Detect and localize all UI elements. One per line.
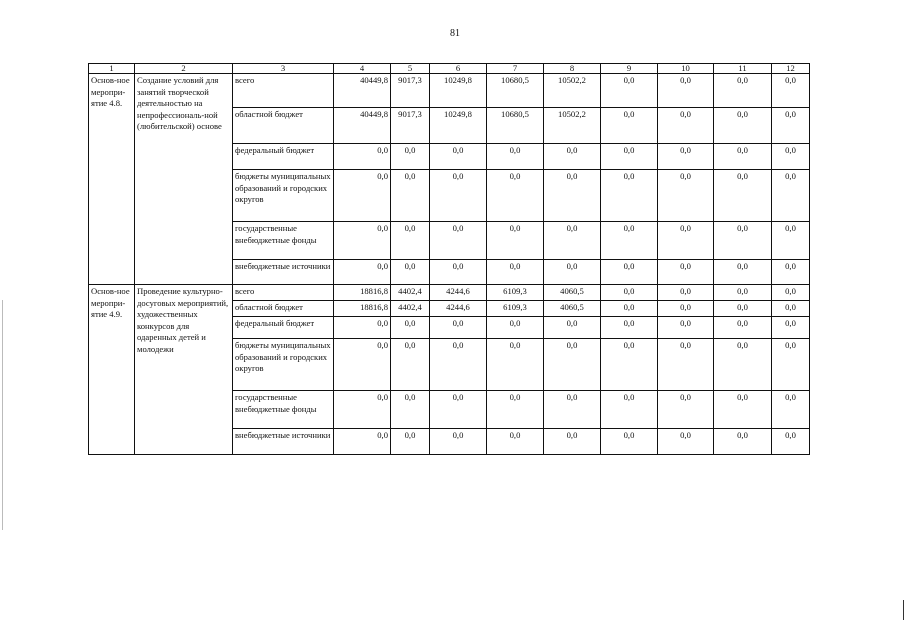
amount-cell: 0,0 <box>658 170 714 222</box>
amount-cell: 0,0 <box>487 317 544 339</box>
amount-cell: 0,0 <box>391 391 430 429</box>
amount-cell: 0,0 <box>772 170 810 222</box>
activity-code: Основ-ное меропри-ятие 4.9. <box>89 285 135 455</box>
amount-cell: 0,0 <box>658 317 714 339</box>
amount-cell: 0,0 <box>544 260 601 285</box>
column-header: 1 <box>89 64 135 74</box>
amount-cell: 4402,4 <box>391 301 430 317</box>
amount-cell: 0,0 <box>772 260 810 285</box>
column-header: 9 <box>601 64 658 74</box>
amount-cell: 0,0 <box>544 222 601 260</box>
activity-code: Основ-ное меропри-ятие 4.8. <box>89 74 135 285</box>
amount-cell: 0,0 <box>658 108 714 144</box>
amount-cell: 0,0 <box>772 285 810 301</box>
funding-source: внебюджетные источники <box>233 429 334 455</box>
amount-cell: 0,0 <box>772 74 810 108</box>
column-header: 7 <box>487 64 544 74</box>
column-number-row <box>89 64 810 74</box>
amount-cell: 0,0 <box>601 170 658 222</box>
amount-cell: 0,0 <box>714 260 772 285</box>
amount-cell: 0,0 <box>430 222 487 260</box>
amount-cell: 0,0 <box>334 391 391 429</box>
amount-cell: 0,0 <box>544 144 601 170</box>
amount-cell: 0,0 <box>658 144 714 170</box>
amount-cell: 0,0 <box>430 170 487 222</box>
amount-cell: 0,0 <box>430 339 487 391</box>
funding-source: внебюджетные источники <box>233 260 334 285</box>
funding-source: всего <box>233 285 334 301</box>
amount-cell: 0,0 <box>601 285 658 301</box>
amount-cell: 10249,8 <box>430 108 487 144</box>
amount-cell: 10680,5 <box>487 108 544 144</box>
amount-cell: 0,0 <box>772 317 810 339</box>
amount-cell: 0,0 <box>544 317 601 339</box>
amount-cell: 0,0 <box>714 317 772 339</box>
amount-cell: 0,0 <box>487 339 544 391</box>
amount-cell: 0,0 <box>391 339 430 391</box>
funding-source: всего <box>233 74 334 108</box>
amount-cell: 0,0 <box>334 222 391 260</box>
amount-cell: 0,0 <box>430 260 487 285</box>
amount-cell: 0,0 <box>487 222 544 260</box>
amount-cell: 0,0 <box>430 429 487 455</box>
column-header: 5 <box>391 64 430 74</box>
funding-source: областной бюджет <box>233 301 334 317</box>
amount-cell: 0,0 <box>772 391 810 429</box>
amount-cell: 0,0 <box>658 391 714 429</box>
column-header: 10 <box>658 64 714 74</box>
amount-cell: 10680,5 <box>487 74 544 108</box>
activity-name: Проведение культурно-досуговых мероприятий, художественных конкурсов для одаренных детей и молодежи <box>135 285 233 455</box>
activity-name: Создание условий для занятий творческой деятельностью на непрофессиональ-ной (любительской) основе <box>135 74 233 285</box>
amount-cell: 0,0 <box>714 301 772 317</box>
amount-cell: 0,0 <box>391 144 430 170</box>
amount-cell: 0,0 <box>544 429 601 455</box>
amount-cell: 0,0 <box>391 429 430 455</box>
column-header: 4 <box>334 64 391 74</box>
amount-cell: 0,0 <box>391 260 430 285</box>
amount-cell: 0,0 <box>601 74 658 108</box>
amount-cell: 0,0 <box>772 429 810 455</box>
amount-cell: 9017,3 <box>391 74 430 108</box>
amount-cell: 0,0 <box>658 339 714 391</box>
amount-cell: 18816,8 <box>334 301 391 317</box>
amount-cell: 0,0 <box>658 285 714 301</box>
amount-cell: 0,0 <box>334 339 391 391</box>
amount-cell: 4244,6 <box>430 285 487 301</box>
funding-source: государственные внебюджетные фонды <box>233 391 334 429</box>
amount-cell: 0,0 <box>334 170 391 222</box>
amount-cell: 0,0 <box>430 144 487 170</box>
amount-cell: 0,0 <box>391 222 430 260</box>
amount-cell: 0,0 <box>487 144 544 170</box>
amount-cell: 0,0 <box>334 144 391 170</box>
amount-cell: 0,0 <box>714 429 772 455</box>
amount-cell: 0,0 <box>601 391 658 429</box>
amount-cell: 0,0 <box>714 285 772 301</box>
amount-cell: 0,0 <box>658 429 714 455</box>
funding-source: государственные внебюджетные фонды <box>233 222 334 260</box>
amount-cell: 0,0 <box>430 317 487 339</box>
amount-cell: 0,0 <box>658 222 714 260</box>
amount-cell: 0,0 <box>334 317 391 339</box>
amount-cell: 0,0 <box>658 74 714 108</box>
amount-cell: 40449,8 <box>334 74 391 108</box>
funding-source: бюджеты муниципальных образований и городских округов <box>233 170 334 222</box>
amount-cell: 4060,5 <box>544 301 601 317</box>
amount-cell: 0,0 <box>487 391 544 429</box>
amount-cell: 0,0 <box>544 170 601 222</box>
amount-cell: 0,0 <box>601 144 658 170</box>
scan-artifact <box>903 600 904 620</box>
amount-cell: 4060,5 <box>544 285 601 301</box>
amount-cell: 0,0 <box>601 317 658 339</box>
amount-cell: 0,0 <box>772 301 810 317</box>
amount-cell: 0,0 <box>714 339 772 391</box>
amount-cell: 18816,8 <box>334 285 391 301</box>
amount-cell: 0,0 <box>334 429 391 455</box>
amount-cell: 0,0 <box>544 391 601 429</box>
amount-cell: 0,0 <box>487 429 544 455</box>
amount-cell: 10502,2 <box>544 74 601 108</box>
amount-cell: 0,0 <box>391 170 430 222</box>
column-header: 11 <box>714 64 772 74</box>
amount-cell: 0,0 <box>544 339 601 391</box>
amount-cell: 0,0 <box>714 391 772 429</box>
amount-cell: 0,0 <box>601 108 658 144</box>
amount-cell: 0,0 <box>601 260 658 285</box>
amount-cell: 0,0 <box>601 222 658 260</box>
amount-cell: 0,0 <box>772 339 810 391</box>
amount-cell: 0,0 <box>714 74 772 108</box>
page-number: 81 <box>450 28 460 39</box>
budget-table <box>88 63 810 455</box>
amount-cell: 0,0 <box>601 339 658 391</box>
amount-cell: 4244,6 <box>430 301 487 317</box>
amount-cell: 6109,3 <box>487 301 544 317</box>
funding-source: областной бюджет <box>233 108 334 144</box>
amount-cell: 0,0 <box>601 429 658 455</box>
column-header: 12 <box>772 64 810 74</box>
funding-source: федеральный бюджет <box>233 317 334 339</box>
amount-cell: 10249,8 <box>430 74 487 108</box>
amount-cell: 0,0 <box>487 170 544 222</box>
column-header: 3 <box>233 64 334 74</box>
amount-cell: 0,0 <box>714 222 772 260</box>
amount-cell: 6109,3 <box>487 285 544 301</box>
amount-cell: 0,0 <box>658 260 714 285</box>
column-header: 2 <box>135 64 233 74</box>
amount-cell: 0,0 <box>714 170 772 222</box>
funding-source: федеральный бюджет <box>233 144 334 170</box>
amount-cell: 4402,4 <box>391 285 430 301</box>
table-row <box>89 285 810 301</box>
amount-cell: 9017,3 <box>391 108 430 144</box>
funding-source: бюджеты муниципальных образований и городских округов <box>233 339 334 391</box>
amount-cell: 0,0 <box>772 108 810 144</box>
scan-artifact <box>2 300 3 530</box>
column-header: 8 <box>544 64 601 74</box>
amount-cell: 0,0 <box>714 108 772 144</box>
amount-cell: 0,0 <box>487 260 544 285</box>
amount-cell: 0,0 <box>334 260 391 285</box>
amount-cell: 0,0 <box>658 301 714 317</box>
amount-cell: 40449,8 <box>334 108 391 144</box>
budget-table-body <box>89 64 810 455</box>
amount-cell: 10502,2 <box>544 108 601 144</box>
column-header: 6 <box>430 64 487 74</box>
amount-cell: 0,0 <box>430 391 487 429</box>
amount-cell: 0,0 <box>601 301 658 317</box>
amount-cell: 0,0 <box>772 222 810 260</box>
amount-cell: 0,0 <box>714 144 772 170</box>
amount-cell: 0,0 <box>391 317 430 339</box>
table-row <box>89 74 810 108</box>
amount-cell: 0,0 <box>772 144 810 170</box>
